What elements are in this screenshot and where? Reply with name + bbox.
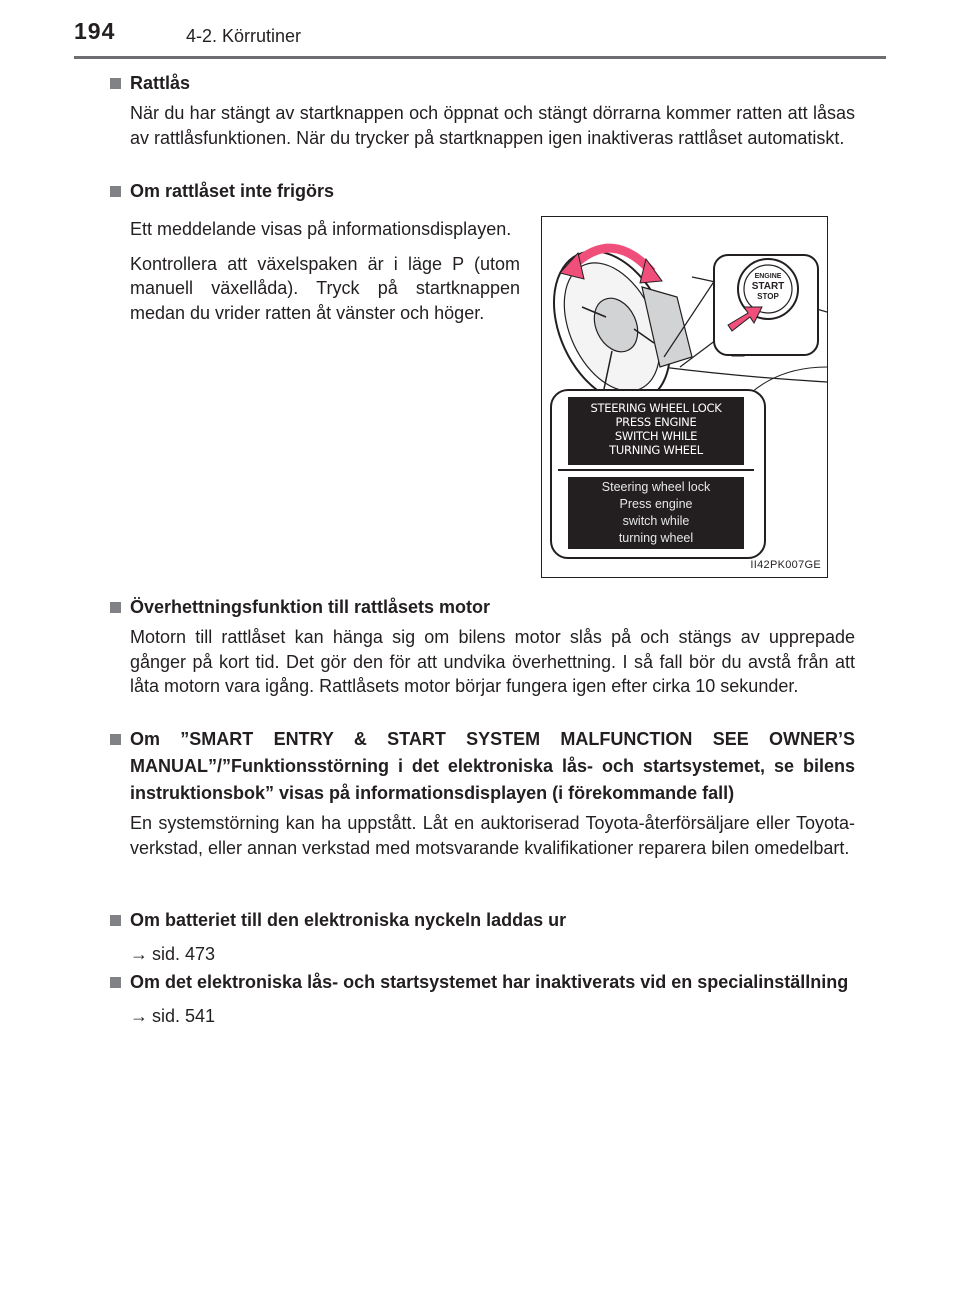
- square-bullet-icon: [110, 602, 121, 613]
- page-header: [74, 16, 886, 60]
- illustration-steering-lock: [541, 216, 828, 578]
- section-heading: Om det elektroniska lås- och startsystemet har inaktiverats vid en specialinställning: [110, 969, 855, 996]
- section-heading: Överhettningsfunktion till rattlåsets motor: [110, 594, 855, 621]
- panel-divider: [558, 469, 754, 471]
- section-heading: Om ”SMART ENTRY & START SYSTEM MALFUNCTION SEE OWNER’S MANUAL”/”Funktionsstörning i det elektroniska lås- och startsystemet, se bilens instruktionsbok” visas på informationsdisplayen (i förekommande fall): [110, 726, 855, 807]
- square-bullet-icon: [110, 915, 121, 926]
- arrow-right-icon: →: [130, 944, 148, 964]
- square-bullet-icon: [110, 734, 121, 745]
- section-body: När du har stängt av startknappen och öppnat och stängt dörrarna kommer ratten att låsas av rattlåsfunktionen. När du trycker på startknappen igen inaktiveras rattlåset automatiskt.: [130, 103, 855, 148]
- section-heading: Om batteriet till den elektroniska nyckeln laddas ur: [110, 907, 855, 934]
- section-specialinstallning: [110, 969, 855, 1028]
- page-reference-link[interactable]: sid. 541: [152, 1006, 216, 1026]
- section-heading: Rattlås: [110, 70, 855, 97]
- steering-wheel-illustration: [542, 217, 827, 392]
- page-reference-link[interactable]: sid. 473: [152, 944, 216, 964]
- page-reference: [110, 1004, 855, 1028]
- display-message-mixedcase: Steering wheel lock Press engine switch while turning wheel: [568, 477, 744, 549]
- section-batteri: [110, 907, 855, 966]
- section-body: En systemstörning kan ha uppstått. Låt en auktoriserad Toyota-återförsäljare eller Toyota-verkstad, eller annan verkstad med motsvarande kvalifikationer reparera bilen omedelbart.: [130, 813, 855, 858]
- section-rattlas: [110, 70, 855, 150]
- section-heading: Om rattlåset inte frigörs: [110, 178, 855, 205]
- section-body: [110, 217, 520, 325]
- page-number: 194: [74, 18, 116, 44]
- chapter-title: 4-2. Körrutiner: [186, 26, 302, 46]
- section-body: Motorn till rattlåset kan hänga sig om bilens motor slås på och stängs av upprepade gånger på kort tid. Det gör den för att undvika överhettning. I så fall bör du avstå från att låta motorn vara igång. Rattlåsets motor börjar fungera igen efter cirka 10 sekunder.: [130, 627, 855, 696]
- arrow-right-icon: →: [130, 1006, 148, 1026]
- square-bullet-icon: [110, 186, 121, 197]
- paragraph: Kontrollera att växelspaken är i läge P (utom manuell växellåda). Tryck på startknappen medan du vrider ratten åt vänster och höger.: [130, 253, 520, 323]
- header-rule: [74, 56, 886, 59]
- section-overhettning: [110, 594, 855, 699]
- square-bullet-icon: [110, 78, 121, 89]
- figure-code: II42PK007GE: [750, 559, 821, 571]
- display-message-uppercase: STEERING WHEEL LOCK PRESS ENGINE SWITCH WHILE TURNING WHEEL: [568, 397, 744, 465]
- paragraph: Ett meddelande visas på informationsdisplayen.: [130, 219, 512, 239]
- information-display-panel: [550, 389, 766, 559]
- square-bullet-icon: [110, 977, 121, 988]
- page-reference: [110, 942, 855, 966]
- section-smart-entry-malfunction: [110, 726, 855, 860]
- engine-start-stop-button-label: ENGINE START STOP: [751, 273, 785, 301]
